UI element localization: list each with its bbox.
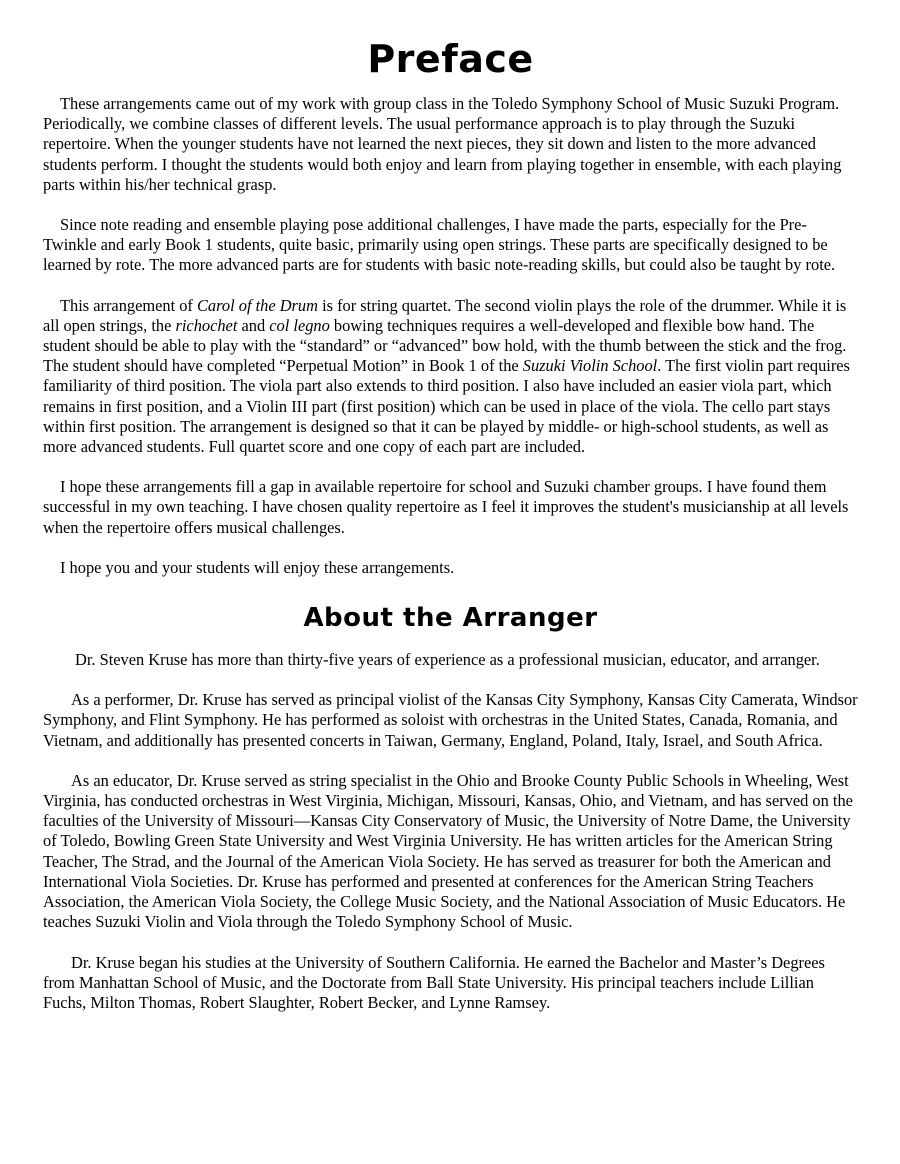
preface-heading: Preface [367,37,534,81]
p3-text-5: . The first violin part requires familiarity of third position. The viola part also extends to third position. I also have included an easier viola part, which remains in first position, and a Violin III part (first position) which can be used in place of the viola. The cello part stays within first position. The arrangement is designed so that it can be played by middle- or high-school students, as well as more advanced students. Full quartet score and one copy of each part are included. [43,356,850,457]
p3-text-2: is for string quartet. The second violin plays the role of the drummer. While it is all open strings, the [43,295,847,335]
about-paragraph-2: As a performer, Dr. Kruse has served as principal violist of the Kansas City Symphony, Kansas City Camerata, Windsor Symphony, and Flint Symphony. He has performed as soloist with orchestras in the United States, Canada, Romania, and Vietnam, and additionally has presented concerts in Taiwan, Germany, England, Poland, Italy, Israel, and South Africa. [43,690,858,750]
term-col-legno: col legno [269,315,330,335]
book-title: Suzuki Violin School [522,356,658,376]
preface-paragraph-3 [43,296,858,458]
preface-paragraph-1: These arrangements came out of my work with group class in the Toledo Symphony School of Music Suzuki Program. Periodically, we combine classes of different levels. The usual performance approach is to play through the Suzuki repertoire. When the younger students have not learned the next pieces, they sit down and listen to the more advanced students perform. I thought the students would both enjoy and learn from playing together in ensemble, with each playing parts within his/her technical grasp. [43,94,842,194]
piece-title: Carol of the Drum [197,295,318,315]
preface-paragraph-2: Since note reading and ensemble playing pose additional challenges, I have made the parts, especially for the Pre-Twinkle and early Book 1 students, quite basic, primarily using open strings. These parts are specifically designed to be learned by rote. The more advanced parts are for students with basic note-reading skills, but could also be taught by rote. [43,215,836,275]
p3-text-3: and [237,315,270,335]
preface-paragraph-4: I hope these arrangements fill a gap in available repertoire for school and Suzuki chamber groups. I have found them successful in my own teaching. I have chosen quality repertoire as I feel it improves the student's musicianship at all levels when the repertoire offers musical challenges. [43,477,849,537]
preface-paragraph-5: I hope you and your students will enjoy these arrangements. [60,557,455,577]
about-paragraph-3: As an educator, Dr. Kruse served as string specialist in the Ohio and Brooke County Public Schools in Wheeling, West Virginia, has conducted orchestras in West Virginia, Michigan, Missouri, Kansas, Ohio, and Vietnam, and has served on the faculties of the University of Missouri—Kansas City Conservatory of Music, the University of Notre Dame, the University of Toledo, Bowling Green State University and West Virginia University. He has written articles for the American String Teacher, The Strad, and the Journal of the American Viola Society. He has served as treasurer for both the American and International Viola Societies. Dr. Kruse has performed and presented at conferences for the American String Teachers Association, the American Viola Society, the College Music Society, and the National Association of Music Educators. He teaches Suzuki Violin and Viola through the Toledo Symphony School of Music. [43,770,853,932]
about-paragraph-4: Dr. Kruse began his studies at the University of Southern California. He earned the Bachelor and Master’s Degrees from Manhattan School of Music, and the Doctorate from Ball State University. His principal teachers include Lillian Fuchs, Milton Thomas, Robert Slaughter, Robert Becker, and Lynne Ramsey. [43,952,825,1012]
about-paragraph-1: Dr. Steven Kruse has more than thirty-five years of experience as a professional musician, educator, and arranger. [75,650,820,670]
p3-text-4: bowing techniques requires a well-developed and flexible bow hand. The student should be able to play with the “standard” or “advanced” bow hold, with the thumb between the stick and the frog. The student should have completed “Perpetual Motion” in Book 1 of the [43,315,847,376]
p3-text-1: This arrangement of [60,295,197,315]
document-page [43,30,858,1033]
term-richochet: richochet [175,315,238,335]
about-heading: About the Arranger [303,603,598,634]
